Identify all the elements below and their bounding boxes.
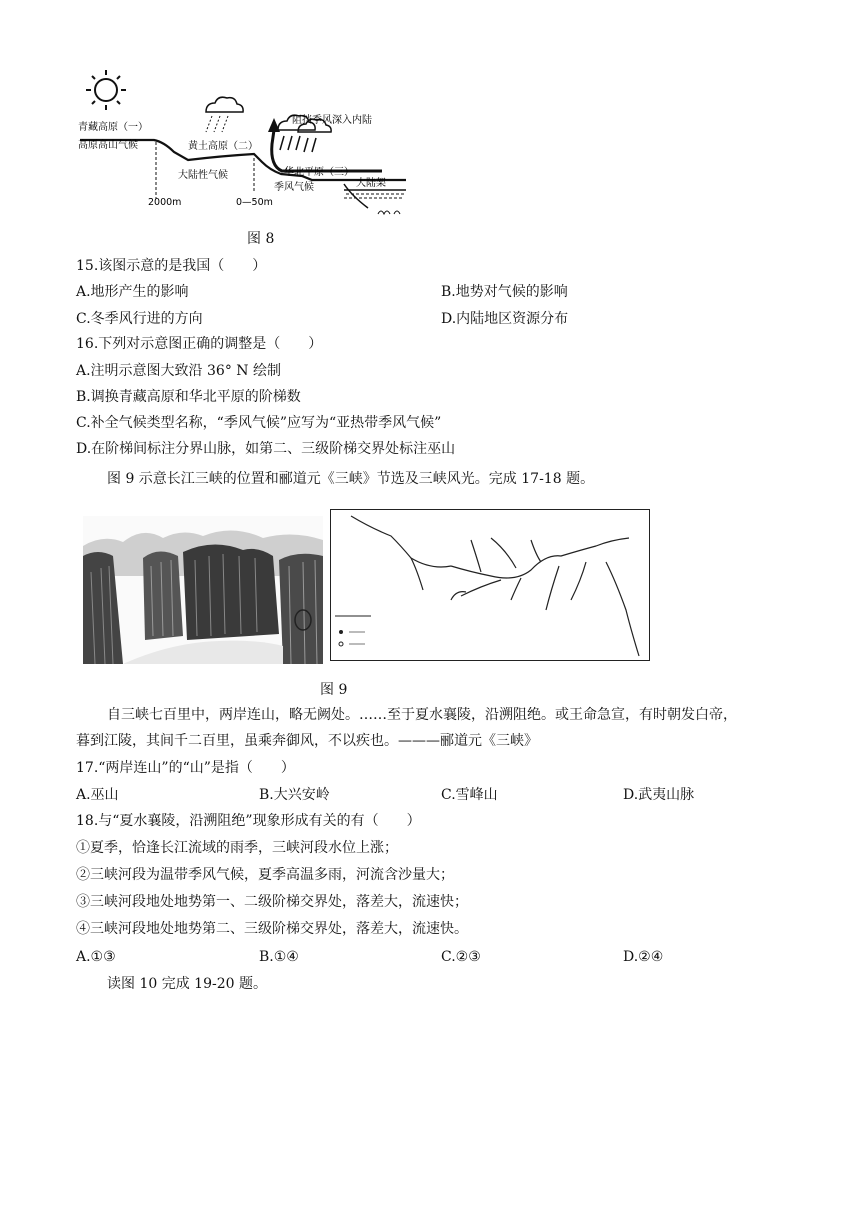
label-plateau-1: 青藏高原（一） bbox=[78, 122, 148, 133]
yangtze-river-map bbox=[330, 509, 650, 661]
q17-option-d: D.武夷山脉 bbox=[623, 787, 695, 803]
q15-option-b: B.地势对气候的影响 bbox=[441, 284, 568, 300]
figure-8-caption: 图 8 bbox=[247, 231, 275, 247]
label-climate-1: 高原高山气候 bbox=[78, 140, 138, 151]
q15-option-c: C.冬季风行进的方向 bbox=[76, 311, 203, 327]
figure-9-caption: 图 9 bbox=[320, 682, 348, 698]
sun-icon bbox=[86, 70, 126, 110]
label-monsoon: 阻挡季风深入内陆 bbox=[292, 115, 372, 126]
label-shelf: 大陆架 bbox=[356, 178, 386, 189]
q18-statement-4: ④三峡河段地处地势第二、三级阶梯交界处，落差大，流速快。 bbox=[76, 921, 468, 937]
q16-option-b: B.调换青藏高原和华北平原的阶梯数 bbox=[76, 389, 301, 405]
label-plateau-2: 黄土高原（二） bbox=[188, 141, 258, 152]
q17-option-b: B.大兴安岭 bbox=[259, 787, 330, 803]
q18-statement-1: ①夏季，恰逢长江流域的雨季，三峡河段水位上涨； bbox=[76, 840, 398, 856]
q18-option-b: B.①④ bbox=[259, 949, 299, 965]
q16-option-d: D.在阶梯间标注分界山脉，如第二、三级阶梯交界处标注巫山 bbox=[76, 441, 456, 457]
intro-17-18: 图 9 示意长江三峡的位置和郦道元《三峡》节选及三峡风光。完成 17-18 题。 bbox=[107, 471, 595, 487]
q15-option-a: A.地形产生的影响 bbox=[76, 284, 189, 300]
question-18-stem: 18.与“夏水襄陵，沿溯阻绝”现象形成有关的有（ ） bbox=[76, 813, 421, 829]
question-16-stem: 16.下列对示意图正确的调整是（ ） bbox=[76, 336, 323, 352]
label-altitude-1: 2000m bbox=[148, 197, 182, 208]
rain-cloud-icon bbox=[206, 97, 243, 132]
q16-option-c: C.补全气候类型名称，“季风气候”应写为“亚热带季风气候” bbox=[76, 415, 442, 431]
intro-19-20: 读图 10 完成 19-20 题。 bbox=[107, 976, 267, 992]
passage-line-1: 自三峡七百里中，两岸连山，略无阙处。……至于夏水襄陵，沿溯阻绝。或王命急宣，有时朝发白帝， bbox=[107, 707, 737, 723]
q17-option-a: A.巫山 bbox=[76, 787, 119, 803]
label-altitude-2: 0—50m bbox=[236, 197, 273, 208]
figure-8-diagram bbox=[76, 66, 416, 231]
q18-option-d: D.②④ bbox=[623, 949, 664, 965]
q18-statement-3: ③三峡河段地处地势第一、二级阶梯交界处，落差大，流速快； bbox=[76, 894, 468, 910]
q15-option-d: D.内陆地区资源分布 bbox=[441, 311, 569, 327]
q18-option-c: C.②③ bbox=[441, 949, 481, 965]
question-15-stem: 15.该图示意的是我国（ ） bbox=[76, 258, 267, 274]
q17-option-c: C.雪峰山 bbox=[441, 787, 498, 803]
question-17-stem: 17.“两岸连山”的“山”是指（ ） bbox=[76, 760, 295, 776]
passage-line-2: 暮到江陵，其间千二百里，虽乘奔御风，不以疾也。———郦道元《三峡》 bbox=[76, 733, 538, 749]
label-plain-3: 华北平原（三） bbox=[284, 167, 354, 178]
q18-option-a: A.①③ bbox=[76, 949, 116, 965]
q16-option-a: A.注明示意图大致沿 36° N 绘制 bbox=[76, 363, 281, 379]
three-gorges-photo bbox=[83, 516, 323, 664]
label-climate-2: 大陆性气候 bbox=[178, 170, 228, 181]
q18-statement-2: ②三峡河段为温带季风气候，夏季高温多雨，河流含沙量大； bbox=[76, 867, 454, 883]
label-climate-3: 季风气候 bbox=[274, 182, 314, 193]
